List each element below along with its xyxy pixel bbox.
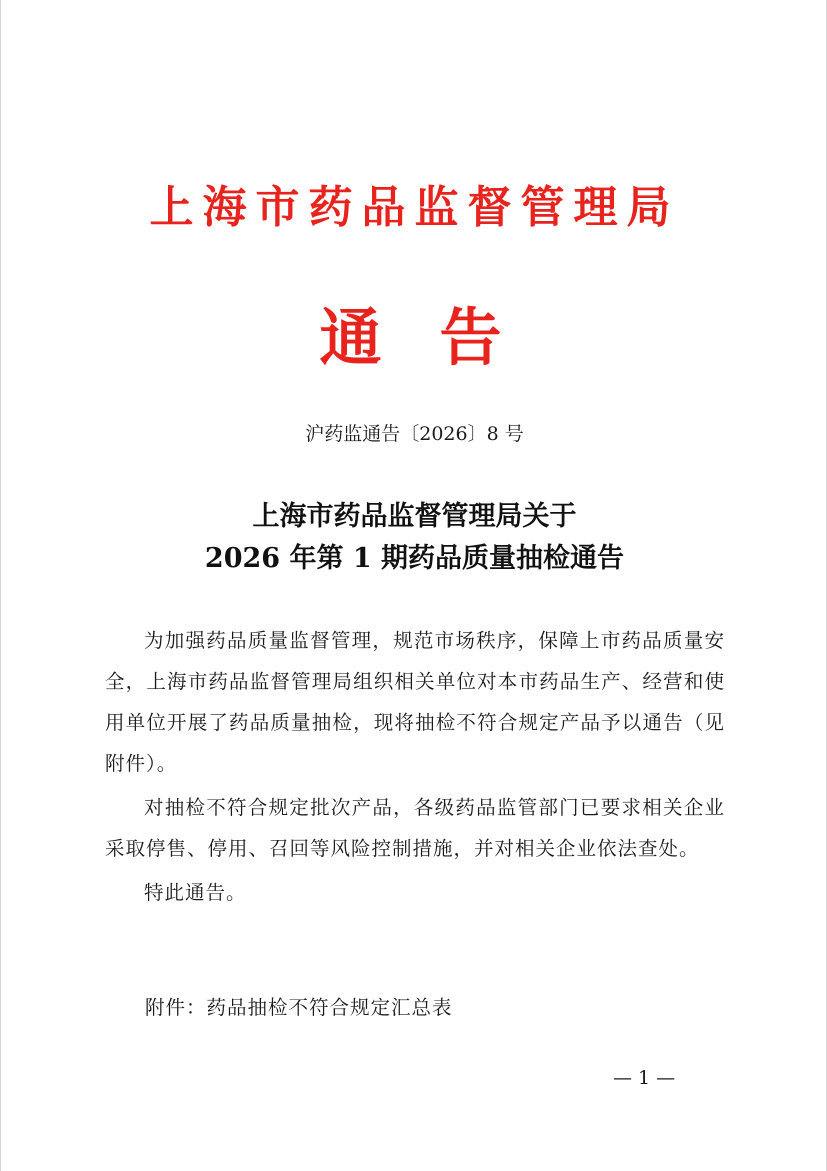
title-line-1: 上海市药品监督管理局关于 (252, 501, 577, 532)
body-paragraph: 对抽检不符合规定批次产品，各级药品监管部门已要求相关企业采取停售、停用、召回等风险控制措施，并对相关企业依法查处。 (105, 796, 725, 860)
body-paragraph: 为加强药品质量监督管理，规范市场秩序，保障上市药品质量安全，上海市药品监督管理局组织相关单位对本市药品生产、经营和使用单位开展了药品质量抽检，现将抽检不符合规定产品予以通告（见附件）。 (105, 629, 725, 775)
attachment-note: 附件：药品抽检不符合规定汇总表 (145, 996, 453, 1019)
title-line-2: 2026 年第 1 期药品质量抽检通告 (204, 543, 625, 574)
document-type-header: 通告 (319, 301, 560, 374)
document-title (1, 496, 827, 580)
document-number: 沪药监通告〔2026〕8 号 (305, 423, 524, 445)
page-number: — 1 — (613, 1067, 676, 1089)
issuer-header: 上海市药品监督管理局 (149, 182, 680, 233)
body-paragraph: 特此通告。 (144, 881, 247, 904)
document-body (105, 620, 725, 916)
